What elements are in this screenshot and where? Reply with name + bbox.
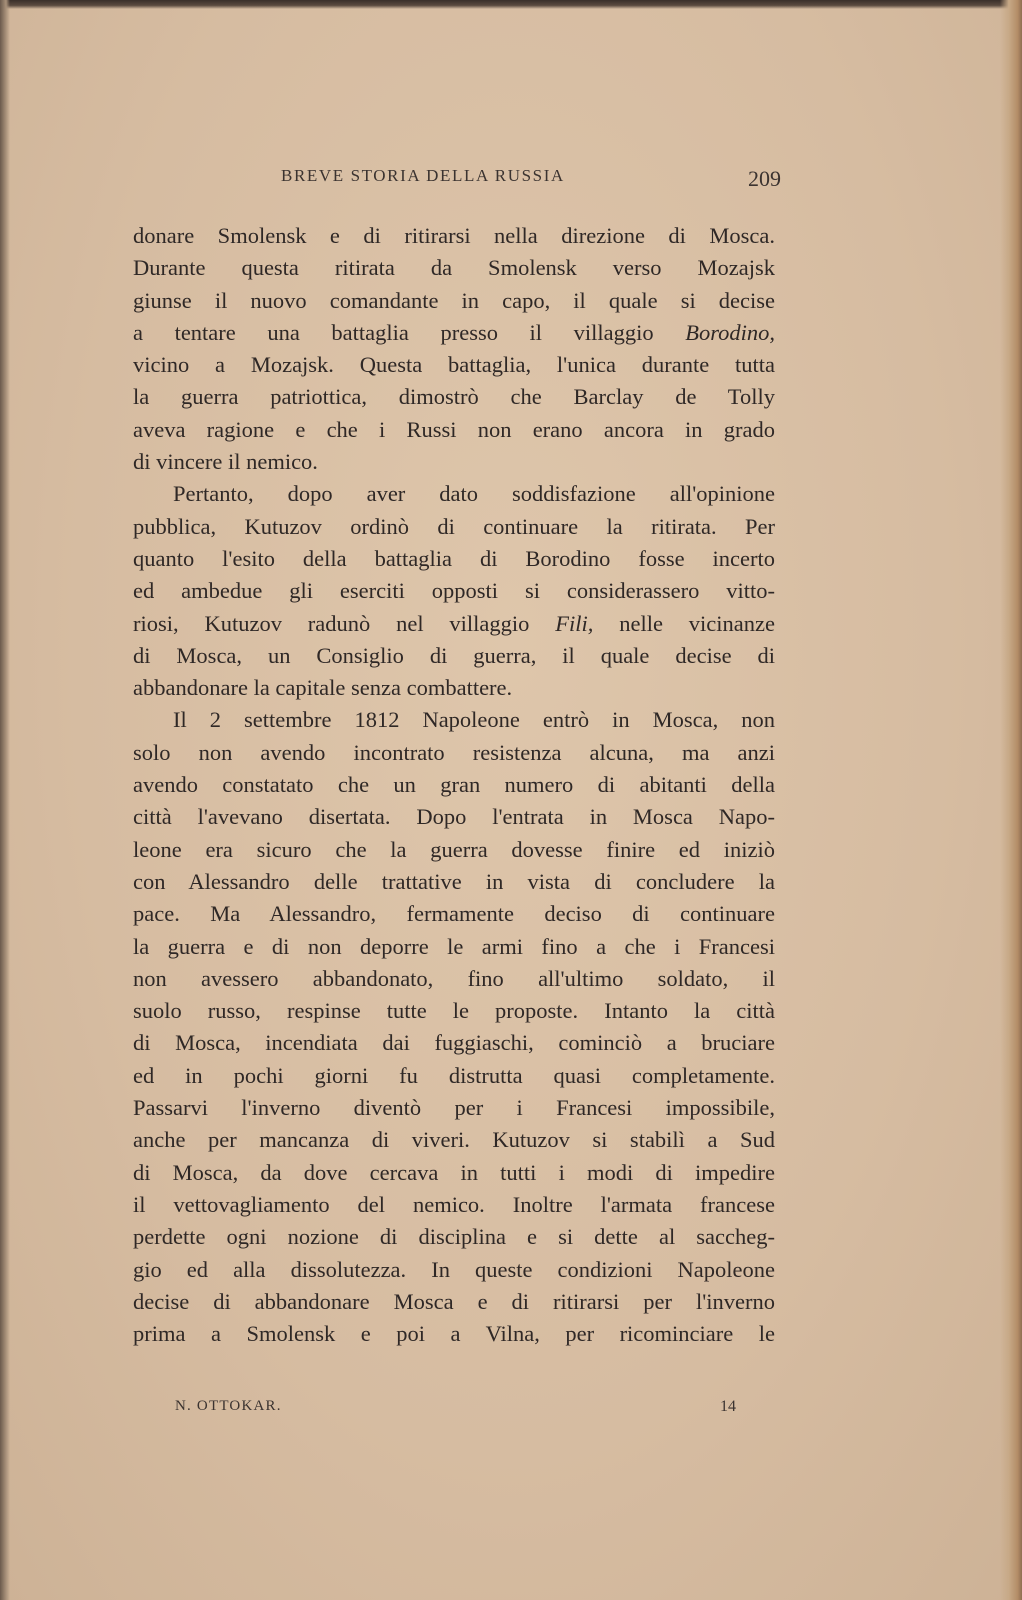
paragraph-first-line: Il 2 settembre 1812 Napoleone entrò in Mosca, non [173, 707, 775, 733]
text-line: anche per mancanza di viveri. Kutuzov si stabilì a Sud [133, 1127, 775, 1153]
signature-line: N. OTTOKAR. [175, 1398, 282, 1414]
running-title: BREVE STORIA DELLA RUSSIA [281, 166, 565, 185]
text-line: pubblica, Kutuzov ordinò di continuare la ritirata. Per [133, 513, 775, 539]
text-line: la guerra e di non deporre le armi fino a che i Francesi [133, 933, 775, 959]
text-line: perdette ogni nozione di disciplina e si dette al saccheg- [133, 1224, 775, 1250]
text-line: con Alessandro delle trattative in vista di concludere la [133, 868, 775, 894]
page-footer [175, 1398, 745, 1422]
page-right-edge [1000, 0, 1022, 1600]
text-line-segment: a tentare una battaglia presso il villaggio [133, 319, 654, 345]
text-line: aveva ragione e che i Russi non erano ancora in grado [133, 416, 775, 442]
signature-mark: 14 [720, 1398, 736, 1415]
text-line: decise di abbandonare Mosca e di ritirarsi per l'inverno [133, 1288, 775, 1314]
text-line: leone era sicuro che la guerra dovesse finire ed iniziò [133, 836, 775, 862]
page-left-edge [0, 0, 10, 1600]
text-line: di vincere il nemico. [133, 449, 318, 475]
text-line: suolo russo, respinse tutte le proposte. Intanto la città [133, 998, 775, 1024]
text-line: il vettovagliamento del nemico. Inoltre l'armata francese [133, 1191, 775, 1217]
text-line-segment: nelle vicinanze [593, 610, 775, 636]
text-line: di Mosca, da dove cercava in tutti i modi di impedire [133, 1159, 775, 1185]
text-line: gio ed alla dissolutezza. In queste condizioni Napoleone [133, 1256, 775, 1282]
text-line: ed in pochi giorni fu distrutta quasi completamente. [133, 1062, 775, 1088]
text-line: avendo constatato che un gran numero di abitanti della [133, 772, 775, 798]
text-line: la guerra patriottica, dimostrò che Barclay de Tolly [133, 384, 775, 410]
paragraph-first-line: Pertanto, dopo aver dato soddisfazione all'opinione [173, 481, 775, 507]
text-line: Passarvi l'inverno diventò per i Francesi impossibile, [133, 1095, 775, 1121]
text-line: città l'avevano disertata. Dopo l'entrata in Mosca Napo- [133, 804, 775, 830]
text-line: non avessero abbandonato, fino all'ultimo soldato, il [133, 965, 775, 991]
text-line: prima a Smolensk e poi a Vilna, per ricominciare le [133, 1321, 775, 1347]
page-top-edge [0, 0, 1022, 9]
text-line: di Mosca, incendiata dai fuggiaschi, cominciò a bruciare [133, 1030, 775, 1056]
page-number: 209 [748, 166, 781, 191]
italic-place-name: Fili, [555, 610, 594, 636]
text-line: di Mosca, un Consiglio di guerra, il quale decise di [133, 642, 775, 668]
text-line: quanto l'esito della battaglia di Borodino fosse incerto [133, 545, 775, 571]
body-text [133, 220, 775, 1350]
text-line: donare Smolensk e di ritirarsi nella direzione di Mosca. [133, 223, 775, 248]
text-line: ed ambedue gli eserciti opposti si considerassero vitto- [133, 578, 775, 604]
running-head [133, 166, 781, 190]
text-line: giunse il nuovo comandante in capo, il quale si decise [133, 287, 775, 313]
text-line: solo non avendo incontrato resistenza alcuna, ma anzi [133, 739, 775, 765]
italic-place-name: Borodino, [685, 319, 776, 345]
text-line: pace. Ma Alessandro, fermamente deciso di continuare [133, 901, 775, 927]
text-line: Durante questa ritirata da Smolensk verso Mozajsk [133, 255, 775, 281]
text-line-with-italic [133, 608, 775, 640]
text-line-segment: riosi, Kutuzov radunò nel villaggio [133, 610, 530, 636]
text-line: abbandonare la capitale senza combattere. [133, 675, 513, 701]
text-line-with-italic [133, 317, 775, 349]
text-line: vicino a Mozajsk. Questa battaglia, l'unica durante tutta [133, 352, 775, 378]
